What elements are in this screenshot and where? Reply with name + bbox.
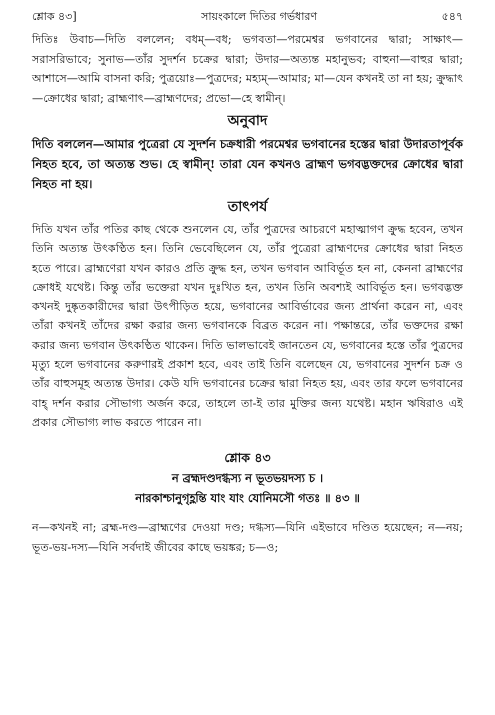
- header-verse-ref: শ্লোক ৪৩]: [32, 10, 77, 23]
- header-chapter-title: সায়ংকালে দিতির গর্ভধারণ: [201, 10, 318, 23]
- header-page-number: ৫৪৭: [441, 10, 463, 23]
- running-head: [32, 8, 463, 30]
- verse-line-2: নারকাশ্চানুগৃহ্ণন্তি যাং যাং যোনিমসৌ গতঃ ॥ ৪৩ ॥: [135, 491, 360, 506]
- verse-synonyms: ন—কখনই না; ব্রহ্ম-দণ্ড—ব্রাহ্মণের দেওয়া দণ্ড; দগ্ধস্য—যিনি এইভাবে দণ্ডিত হয়েছেন; ন—নয়; ভূত-ভয়-দস্য—যিনি সর্বদাই জীবের কাছে ভয়ঙ্কর; চ—ও;: [32, 521, 463, 554]
- translation-heading: অনুবাদ: [227, 113, 268, 129]
- purport-heading: তাৎপর্য: [227, 199, 268, 215]
- translation-text: দিতি বললেন—আমার পুত্রেরা যে সুদর্শন চক্রধারী পরমেশ্বর ভগবানের হস্তের দ্বারা উদারতাপূর্বক নিহত হবে, তা অত্যন্ত শুভ। হে স্বামীন্! তারা যেন কখনও ব্রাহ্মণ ভগবদ্ভক্তদের ক্রোধের দ্বারা নিহত না হয়।: [32, 137, 463, 191]
- verse-label: শ্লোক ৪৩: [224, 450, 271, 466]
- verse-block: [32, 448, 463, 508]
- purport-text: দিতি যখন তাঁর পতির কাছ থেকে শুনলেন যে, তাঁর পুত্রদের আচরণে মহাত্মাগণ ক্রুদ্ধ হবেন, তখন তিনি অত্যন্ত উৎকণ্ঠিত হন। তিনি ভেবেছিলেন যে, তাঁর পুত্রেরা ব্রাহ্মণদের ক্রোধের দ্বারা নিহত হতে পারে। ব্রাহ্মণেরা যখন কারও প্রতি ক্রুদ্ধ হন, তখন ভগবান আবির্ভূত হন না, কেননা ব্রাহ্মণের ক্রোধই যথেষ্ট। কিন্তু তাঁর ভক্তেরা যখন দুঃখিত হন, তখন তিনি অবশ্যই আবির্ভূত হন। ভগবদ্ভক্ত কখনই দুষ্কৃতকারীদের দ্বারা উৎপীড়িত হয়ে, ভগবানের আবির্ভাবের জন্য প্রার্থনা করেন না, এবং তাঁরা কখনই তাঁদের রক্ষা করার জন্য ভগবানকে বিব্রত করেন না। পক্ষান্তরে, তাঁর ভক্তদের রক্ষা করার জন্য ভগবান উৎকণ্ঠিত থাকেন। দিতি ভালভাবেই জানতেন যে, ভগবানের হস্তে তাঁর পুত্রদের মৃত্যু হলে ভগবানের করুণারই প্রকাশ হবে, এবং তাই তিনি বলেছেন যে, ভগবানের সুদর্শন চক্র ও তাঁর বাহুসমূহ অত্যন্ত উদার। কেউ যদি ভগবানের চক্রের দ্বারা নিহত হয়, এবং তার ফলে ভগবানের বাহ্ দর্শন করার সৌভাগ্য অর্জন করে, তাহলে তা-ই তার মুক্তির জন্য যথেষ্ট। মহান ঋষিরাও এই প্রকার সৌভাগ্য লাভ করতে পারেন না।: [32, 223, 463, 429]
- verse-line-1: ন ব্রহ্মদণ্ডদগ্ধস্য ন ভূতভয়দস্য চ ।: [171, 471, 324, 486]
- word-for-word-synonyms: দিতিঃ উবাচ—দিতি বললেন; বধম্—বধ; ভগবতা—পরমেশ্বর ভগবানের দ্বারা; সাক্ষাৎ—সরাসরিভাবে; সুনাভ—তাঁর সুদর্শন চক্রের দ্বারা; উদার—অত্যন্ত মহানুভব; বাহুনা—বাহুর দ্বারা; আশাসে—আমি বাসনা করি; পুত্রয়োঃ—পুত্রদের; মহ্যম্—আমার; মা—যেন কখনই তা না হয়; ক্রুদ্ধাৎ—ক্রোধের দ্বারা; ব্রাহ্মণাৎ—ব্রাহ্মণদের; প্রভো—হে স্বামীন্।: [32, 33, 463, 105]
